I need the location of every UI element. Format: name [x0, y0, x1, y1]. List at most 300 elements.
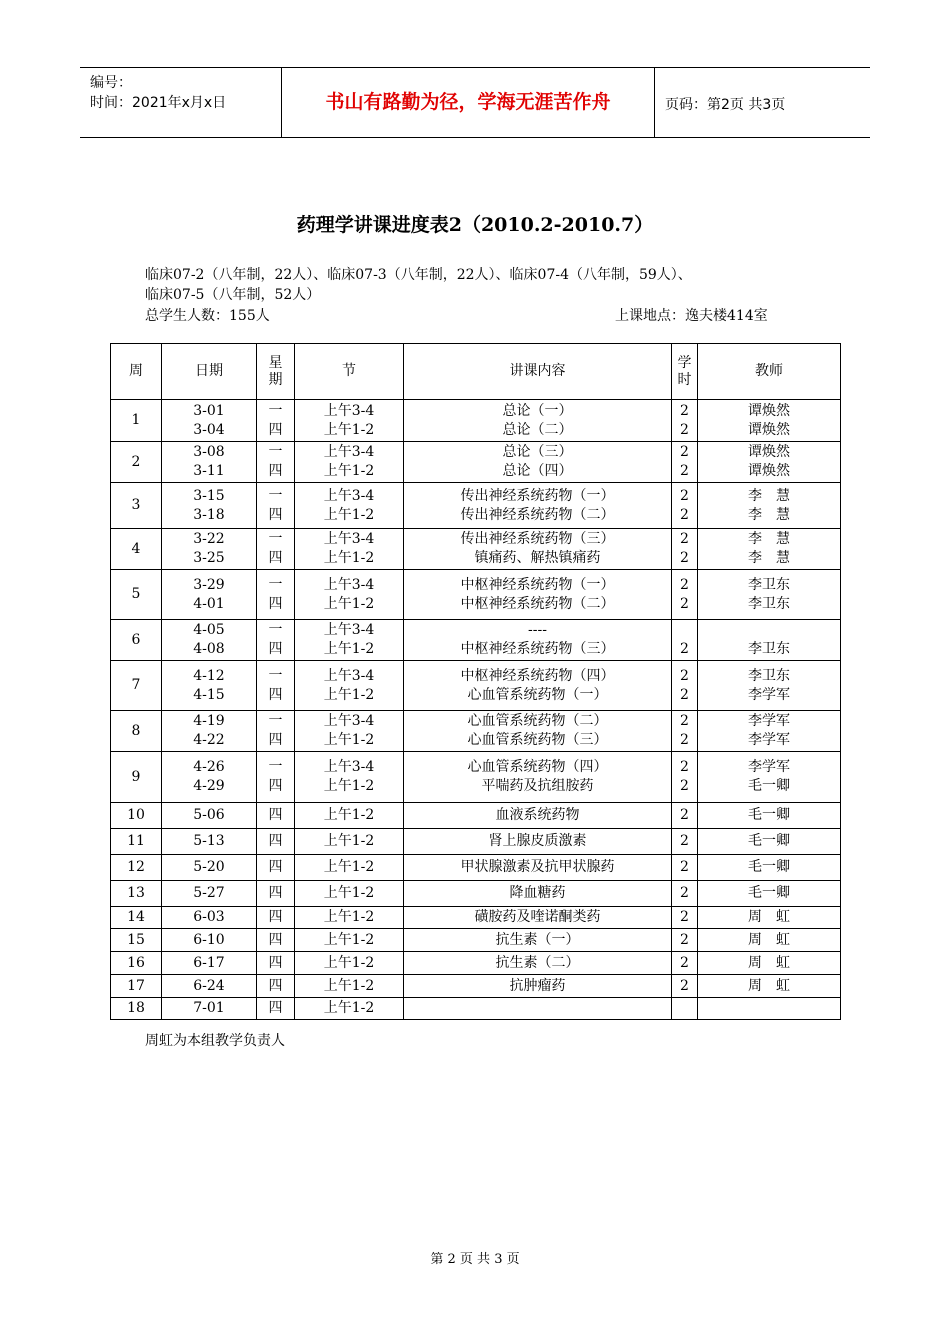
weekday-cell-line: 四: [268, 977, 283, 994]
date-cell-line: 4-05: [193, 622, 225, 638]
date-cell: [162, 661, 257, 711]
period-cell-line: 上午3-4: [323, 531, 375, 547]
weekday-cell-line: 四: [268, 641, 283, 657]
table-row: [111, 620, 841, 661]
week-cell: 1: [111, 400, 162, 442]
weekday-cell-line: 一: [268, 759, 283, 775]
date-cell: [162, 907, 257, 929]
weekday-cell: [257, 752, 295, 803]
date-cell-line: 4-12: [193, 667, 225, 684]
period-cell-line: 上午1-2: [323, 1000, 375, 1016]
weekday-cell: [257, 881, 295, 907]
teacher-cell-line: 周 虹: [748, 977, 790, 994]
date-cell-line: 5-27: [193, 885, 225, 901]
period-cell: [295, 881, 404, 907]
content-cell-line: 总论（二）: [502, 421, 573, 438]
weekday-cell-line: 一: [268, 402, 283, 419]
date-cell-line: 6-17: [193, 954, 225, 971]
weekday-cell-line: 四: [268, 595, 283, 612]
period-cell: [295, 442, 404, 483]
motto: 书山有路勤为径，学海无涯苦作舟: [282, 68, 655, 137]
period-cell-line: 上午3-4: [323, 487, 375, 504]
content-cell-line: 血液系统药物: [495, 807, 580, 823]
content-cell-line: 中枢神经系统药物（三）: [460, 641, 615, 657]
date-cell-line: 4-08: [193, 641, 225, 657]
teacher-cell-line: 李 慧: [748, 506, 790, 523]
teacher-cell-line: 李卫东: [748, 595, 790, 612]
period-cell-line: 上午1-2: [323, 977, 375, 994]
content-cell-line: 抗生素（一）: [495, 931, 580, 948]
table-row: [111, 661, 841, 711]
hours-cell-line: 2: [680, 463, 689, 479]
date-cell: [162, 483, 257, 529]
content-cell-line: 抗肿瘤药: [509, 977, 566, 994]
hours-cell-line: 2: [680, 759, 689, 775]
content-cell-line: 总论（一）: [502, 402, 573, 419]
date-cell-line: 5-20: [193, 859, 225, 875]
period-cell: [295, 952, 404, 975]
teacher-cell-line: 谭焕然: [748, 402, 790, 419]
period-cell-line: 上午1-2: [323, 833, 375, 849]
teacher-cell: [698, 975, 841, 998]
hours-cell: [672, 711, 698, 752]
date-cell: [162, 855, 257, 881]
teacher-cell-line: 李学军: [748, 759, 790, 775]
teacher-cell: [698, 400, 841, 442]
content-cell: [404, 483, 672, 529]
period-cell-line: 上午1-2: [323, 859, 375, 875]
period-cell: [295, 400, 404, 442]
weekday-cell: [257, 661, 295, 711]
teacher-cell-line: 李 慧: [748, 550, 790, 566]
page-header: [80, 67, 870, 138]
content-cell-line: 甲状腺激素及抗甲状腺药: [460, 859, 615, 875]
hours-cell: [672, 829, 698, 855]
table-row: [111, 529, 841, 570]
week-cell: 18: [111, 998, 162, 1020]
hours-cell: [672, 998, 698, 1020]
week-cell: 15: [111, 929, 162, 952]
hours-cell: [672, 929, 698, 952]
date-cell: [162, 529, 257, 570]
period-cell: [295, 483, 404, 529]
content-cell: [404, 752, 672, 803]
hours-cell-line: 2: [680, 807, 689, 823]
table-row: [111, 483, 841, 529]
date-cell: [162, 881, 257, 907]
weekday-cell: [257, 952, 295, 975]
content-cell-line: 中枢神经系统药物（二）: [460, 595, 615, 612]
hours-cell-line: 2: [680, 859, 689, 875]
teacher-cell-line: 周 虹: [748, 954, 790, 971]
hours-cell-line: 2: [680, 977, 689, 994]
period-cell-line: 上午1-2: [323, 732, 375, 748]
content-cell-line: 中枢神经系统药物（四）: [460, 667, 615, 684]
hours-cell: [672, 752, 698, 803]
header-hours-text: 学 时: [677, 354, 692, 388]
date-cell-line: 4-01: [193, 595, 225, 612]
date-cell: [162, 998, 257, 1020]
date-cell-line: 3-11: [193, 463, 225, 479]
date-cell-line: 3-08: [193, 444, 225, 460]
content-cell: [404, 570, 672, 620]
content-cell-line: 传出神经系统药物（二）: [460, 506, 615, 523]
week-cell: 5: [111, 570, 162, 620]
date-cell: [162, 442, 257, 483]
date-cell-line: 6-03: [193, 909, 225, 925]
hours-cell-line: 2: [680, 713, 689, 729]
teacher-cell-line: 毛一卿: [748, 833, 790, 849]
date-cell-line: 3-25: [193, 550, 225, 566]
teacher-cell: [698, 442, 841, 483]
teacher-cell: [698, 855, 841, 881]
date-cell-line: 3-18: [193, 506, 225, 523]
teacher-cell-line: 李 慧: [748, 531, 790, 547]
hours-cell-line: 2: [680, 641, 689, 657]
date-cell-line: 4-15: [193, 686, 225, 703]
table-row: [111, 855, 841, 881]
period-cell-line: 上午1-2: [323, 954, 375, 971]
teacher-cell: [698, 829, 841, 855]
weekday-cell-line: 一: [268, 576, 283, 593]
period-cell-line: 上午1-2: [323, 807, 375, 823]
teacher-cell-line: 周 虹: [748, 931, 790, 948]
week-cell: 8: [111, 711, 162, 752]
weekday-cell-line: 一: [268, 713, 283, 729]
teacher-cell-line: 谭焕然: [748, 463, 790, 479]
weekday-cell: [257, 711, 295, 752]
period-cell-line: 上午1-2: [323, 463, 375, 479]
header-meta: [80, 68, 282, 137]
period-cell-line: 上午3-4: [323, 713, 375, 729]
hours-cell-line: [672, 621, 697, 640]
weekday-cell-line: 四: [268, 885, 283, 901]
weekday-cell-line: 一: [268, 531, 283, 547]
content-cell: [404, 803, 672, 829]
footnote: 周虹为本组教学负责人: [145, 1033, 285, 1049]
table-row: [111, 907, 841, 929]
content-cell: [404, 620, 672, 661]
hours-cell-line: 2: [680, 595, 689, 612]
content-cell-line: 降血糖药: [509, 885, 566, 901]
hours-cell: [672, 483, 698, 529]
date-label: 时间：2021年x月x日: [90, 95, 227, 111]
teacher-cell-line: 毛一卿: [748, 885, 790, 901]
classes-line-2: 临床07-5（八年制，52人）: [145, 287, 321, 303]
hours-cell-line: [672, 999, 697, 1018]
hours-cell: [672, 855, 698, 881]
table-header-row: [111, 344, 841, 400]
hours-cell: [672, 442, 698, 483]
period-cell: [295, 855, 404, 881]
weekday-cell: [257, 803, 295, 829]
teacher-cell-line: [698, 999, 840, 1018]
date-cell: [162, 711, 257, 752]
period-cell: [295, 998, 404, 1020]
date-cell: [162, 400, 257, 442]
date-cell-line: 4-19: [193, 713, 225, 729]
hours-cell: [672, 881, 698, 907]
date-cell-line: 5-06: [193, 807, 225, 823]
period-cell-line: 上午3-4: [323, 759, 375, 775]
hours-cell-line: 2: [680, 833, 689, 849]
weekday-cell-line: 一: [268, 622, 283, 638]
period-cell-line: 上午3-4: [323, 622, 375, 638]
hours-cell: [672, 975, 698, 998]
period-cell: [295, 803, 404, 829]
weekday-cell-line: 一: [268, 444, 283, 460]
date-cell-line: 3-04: [193, 421, 225, 438]
content-cell: [404, 952, 672, 975]
content-cell: [404, 442, 672, 483]
content-cell: [404, 855, 672, 881]
weekday-cell: [257, 907, 295, 929]
period-cell: [295, 907, 404, 929]
content-cell-line: 传出神经系统药物（一）: [460, 487, 615, 504]
hours-cell-line: 2: [680, 954, 689, 971]
header-content: 讲课内容: [404, 344, 672, 400]
content-cell: [404, 400, 672, 442]
weekday-cell-line: 四: [268, 686, 283, 703]
date-cell-line: 6-24: [193, 977, 225, 994]
teacher-cell-line: 毛一卿: [748, 778, 790, 794]
total-students: 总学生人数：155人: [145, 308, 270, 324]
content-cell-line: 心血管系统药物（四）: [467, 759, 608, 775]
header-weekday-text: 星 期: [268, 354, 283, 388]
hours-cell-line: 2: [680, 778, 689, 794]
date-cell-line: 4-26: [193, 759, 225, 775]
week-cell: 12: [111, 855, 162, 881]
date-cell-line: 5-13: [193, 833, 225, 849]
teacher-cell-line: 李学军: [748, 732, 790, 748]
week-cell: 6: [111, 620, 162, 661]
weekday-cell-line: 一: [268, 487, 283, 504]
week-cell: 10: [111, 803, 162, 829]
teacher-cell: [698, 620, 841, 661]
content-cell-line: 总论（三）: [502, 444, 573, 460]
weekday-cell: [257, 829, 295, 855]
weekday-cell: [257, 929, 295, 952]
week-cell: 3: [111, 483, 162, 529]
weekday-cell: [257, 570, 295, 620]
period-cell-line: 上午3-4: [323, 444, 375, 460]
hours-cell-line: 2: [680, 686, 689, 703]
content-cell: [404, 661, 672, 711]
week-cell: 13: [111, 881, 162, 907]
period-cell-line: 上午3-4: [323, 576, 375, 593]
weekday-cell-line: 四: [268, 506, 283, 523]
content-cell-line: 传出神经系统药物（三）: [460, 531, 615, 547]
table-row: [111, 752, 841, 803]
table-row: [111, 952, 841, 975]
weekday-cell-line: 一: [268, 667, 283, 684]
classes-line-1: 临床07-2（八年制，22人）、临床07-3（八年制，22人）、临床07-4（八年制，59人）、: [145, 267, 692, 283]
period-cell: [295, 975, 404, 998]
week-cell: 4: [111, 529, 162, 570]
table-row: [111, 570, 841, 620]
weekday-cell-line: 四: [268, 463, 283, 479]
document-title: 药理学讲课进度表2（2010.2-2010.7）: [296, 214, 654, 236]
weekday-cell-line: 四: [268, 732, 283, 748]
teacher-cell: [698, 529, 841, 570]
teacher-cell: [698, 881, 841, 907]
teacher-cell: [698, 952, 841, 975]
date-cell: [162, 803, 257, 829]
header-weekday: [257, 344, 295, 400]
period-cell-line: 上午1-2: [323, 595, 375, 612]
period-cell-line: 上午1-2: [323, 421, 375, 438]
header-period: 节: [295, 344, 404, 400]
weekday-cell: [257, 620, 295, 661]
header-date: 日期: [162, 344, 257, 400]
period-cell-line: 上午1-2: [323, 931, 375, 948]
period-cell-line: 上午1-2: [323, 686, 375, 703]
period-cell-line: 上午3-4: [323, 402, 375, 419]
teacher-cell: [698, 907, 841, 929]
table-row: [111, 803, 841, 829]
hours-cell-line: 2: [680, 931, 689, 948]
teacher-cell: [698, 998, 841, 1020]
hours-cell: [672, 803, 698, 829]
hours-cell: [672, 620, 698, 661]
date-cell-line: 4-29: [193, 778, 225, 794]
content-cell-line: ----: [528, 622, 547, 638]
weekday-cell: [257, 529, 295, 570]
header-week: 周: [111, 344, 162, 400]
teacher-cell: [698, 929, 841, 952]
period-cell: [295, 620, 404, 661]
table-row: [111, 929, 841, 952]
hours-cell-line: 2: [680, 909, 689, 925]
number-label: 编号：: [90, 75, 132, 91]
page-footer: 第 2 页 共 3 页: [430, 1252, 520, 1267]
content-cell-line: 磺胺药及喹诺酮类药: [474, 909, 601, 925]
teacher-cell: [698, 803, 841, 829]
content-cell-line: 心血管系统药物（二）: [467, 713, 608, 729]
week-cell: 11: [111, 829, 162, 855]
teacher-cell-line: [698, 621, 840, 640]
weekday-cell-line: 四: [268, 550, 283, 566]
content-cell: [404, 907, 672, 929]
date-cell-line: 3-15: [193, 487, 225, 504]
page-info: 页码：第2页 共3页: [665, 97, 786, 113]
teacher-cell: [698, 752, 841, 803]
weekday-cell-line: 四: [268, 931, 283, 948]
date-cell-line: 6-10: [193, 931, 225, 948]
content-cell-line: 平喘药及抗组胺药: [481, 778, 594, 794]
hours-cell-line: 2: [680, 421, 689, 438]
table-row: [111, 998, 841, 1020]
hours-cell: [672, 952, 698, 975]
teacher-cell-line: 李 慧: [748, 487, 790, 504]
header-teacher: 教师: [698, 344, 841, 400]
weekday-cell-line: 四: [268, 909, 283, 925]
date-cell-line: 3-22: [193, 531, 225, 547]
period-cell-line: 上午1-2: [323, 506, 375, 523]
period-cell: [295, 829, 404, 855]
class-location: 上课地点：逸夫楼414室: [615, 308, 768, 324]
teacher-cell-line: 谭焕然: [748, 421, 790, 438]
content-cell-line: [404, 999, 671, 1018]
table-row: [111, 711, 841, 752]
date-cell: [162, 952, 257, 975]
content-cell-line: 总论（四）: [502, 463, 573, 479]
date-cell: [162, 929, 257, 952]
teacher-cell-line: 李卫东: [748, 667, 790, 684]
period-cell: [295, 711, 404, 752]
teacher-cell-line: 李学军: [748, 713, 790, 729]
period-cell-line: 上午1-2: [323, 778, 375, 794]
period-cell: [295, 570, 404, 620]
teacher-cell-line: 毛一卿: [748, 859, 790, 875]
date-cell: [162, 570, 257, 620]
date-cell: [162, 620, 257, 661]
hours-cell: [672, 907, 698, 929]
content-cell-line: 肾上腺皮质激素: [488, 833, 587, 849]
hours-cell-line: 2: [680, 667, 689, 684]
date-cell-line: 4-22: [193, 732, 225, 748]
date-cell-line: 3-01: [193, 402, 225, 419]
table-row: [111, 400, 841, 442]
period-cell-line: 上午1-2: [323, 550, 375, 566]
teacher-cell-line: 谭焕然: [748, 444, 790, 460]
hours-cell-line: 2: [680, 531, 689, 547]
weekday-cell-line: 四: [268, 833, 283, 849]
date-cell: [162, 975, 257, 998]
weekday-cell-line: 四: [268, 778, 283, 794]
date-cell: [162, 752, 257, 803]
hours-cell-line: 2: [680, 550, 689, 566]
schedule-table: [110, 343, 841, 1020]
hours-cell: [672, 529, 698, 570]
content-cell-line: 中枢神经系统药物（一）: [460, 576, 615, 593]
week-cell: 16: [111, 952, 162, 975]
weekday-cell-line: 四: [268, 1000, 283, 1016]
date-cell: [162, 829, 257, 855]
content-cell-line: 心血管系统药物（一）: [467, 686, 608, 703]
content-cell: [404, 529, 672, 570]
teacher-cell-line: 李卫东: [748, 576, 790, 593]
weekday-cell: [257, 442, 295, 483]
weekday-cell-line: 四: [268, 421, 283, 438]
content-cell: [404, 829, 672, 855]
content-cell: [404, 711, 672, 752]
weekday-cell-line: 四: [268, 859, 283, 875]
hours-cell-line: 2: [680, 402, 689, 419]
table-row: [111, 881, 841, 907]
week-cell: 2: [111, 442, 162, 483]
teacher-cell-line: 周 虹: [748, 909, 790, 925]
hours-cell-line: 2: [680, 444, 689, 460]
period-cell-line: 上午1-2: [323, 885, 375, 901]
weekday-cell: [257, 855, 295, 881]
hours-cell: [672, 400, 698, 442]
header-hours: [672, 344, 698, 400]
table-row: [111, 442, 841, 483]
weekday-cell: [257, 483, 295, 529]
period-cell-line: 上午1-2: [323, 641, 375, 657]
teacher-cell-line: 李卫东: [748, 641, 790, 657]
table-row: [111, 975, 841, 998]
week-cell: 9: [111, 752, 162, 803]
teacher-cell: [698, 483, 841, 529]
content-cell-line: 心血管系统药物（三）: [467, 732, 608, 748]
content-cell: [404, 998, 672, 1020]
period-cell: [295, 529, 404, 570]
hours-cell-line: 2: [680, 576, 689, 593]
week-cell: 17: [111, 975, 162, 998]
teacher-cell-line: 李学军: [748, 686, 790, 703]
